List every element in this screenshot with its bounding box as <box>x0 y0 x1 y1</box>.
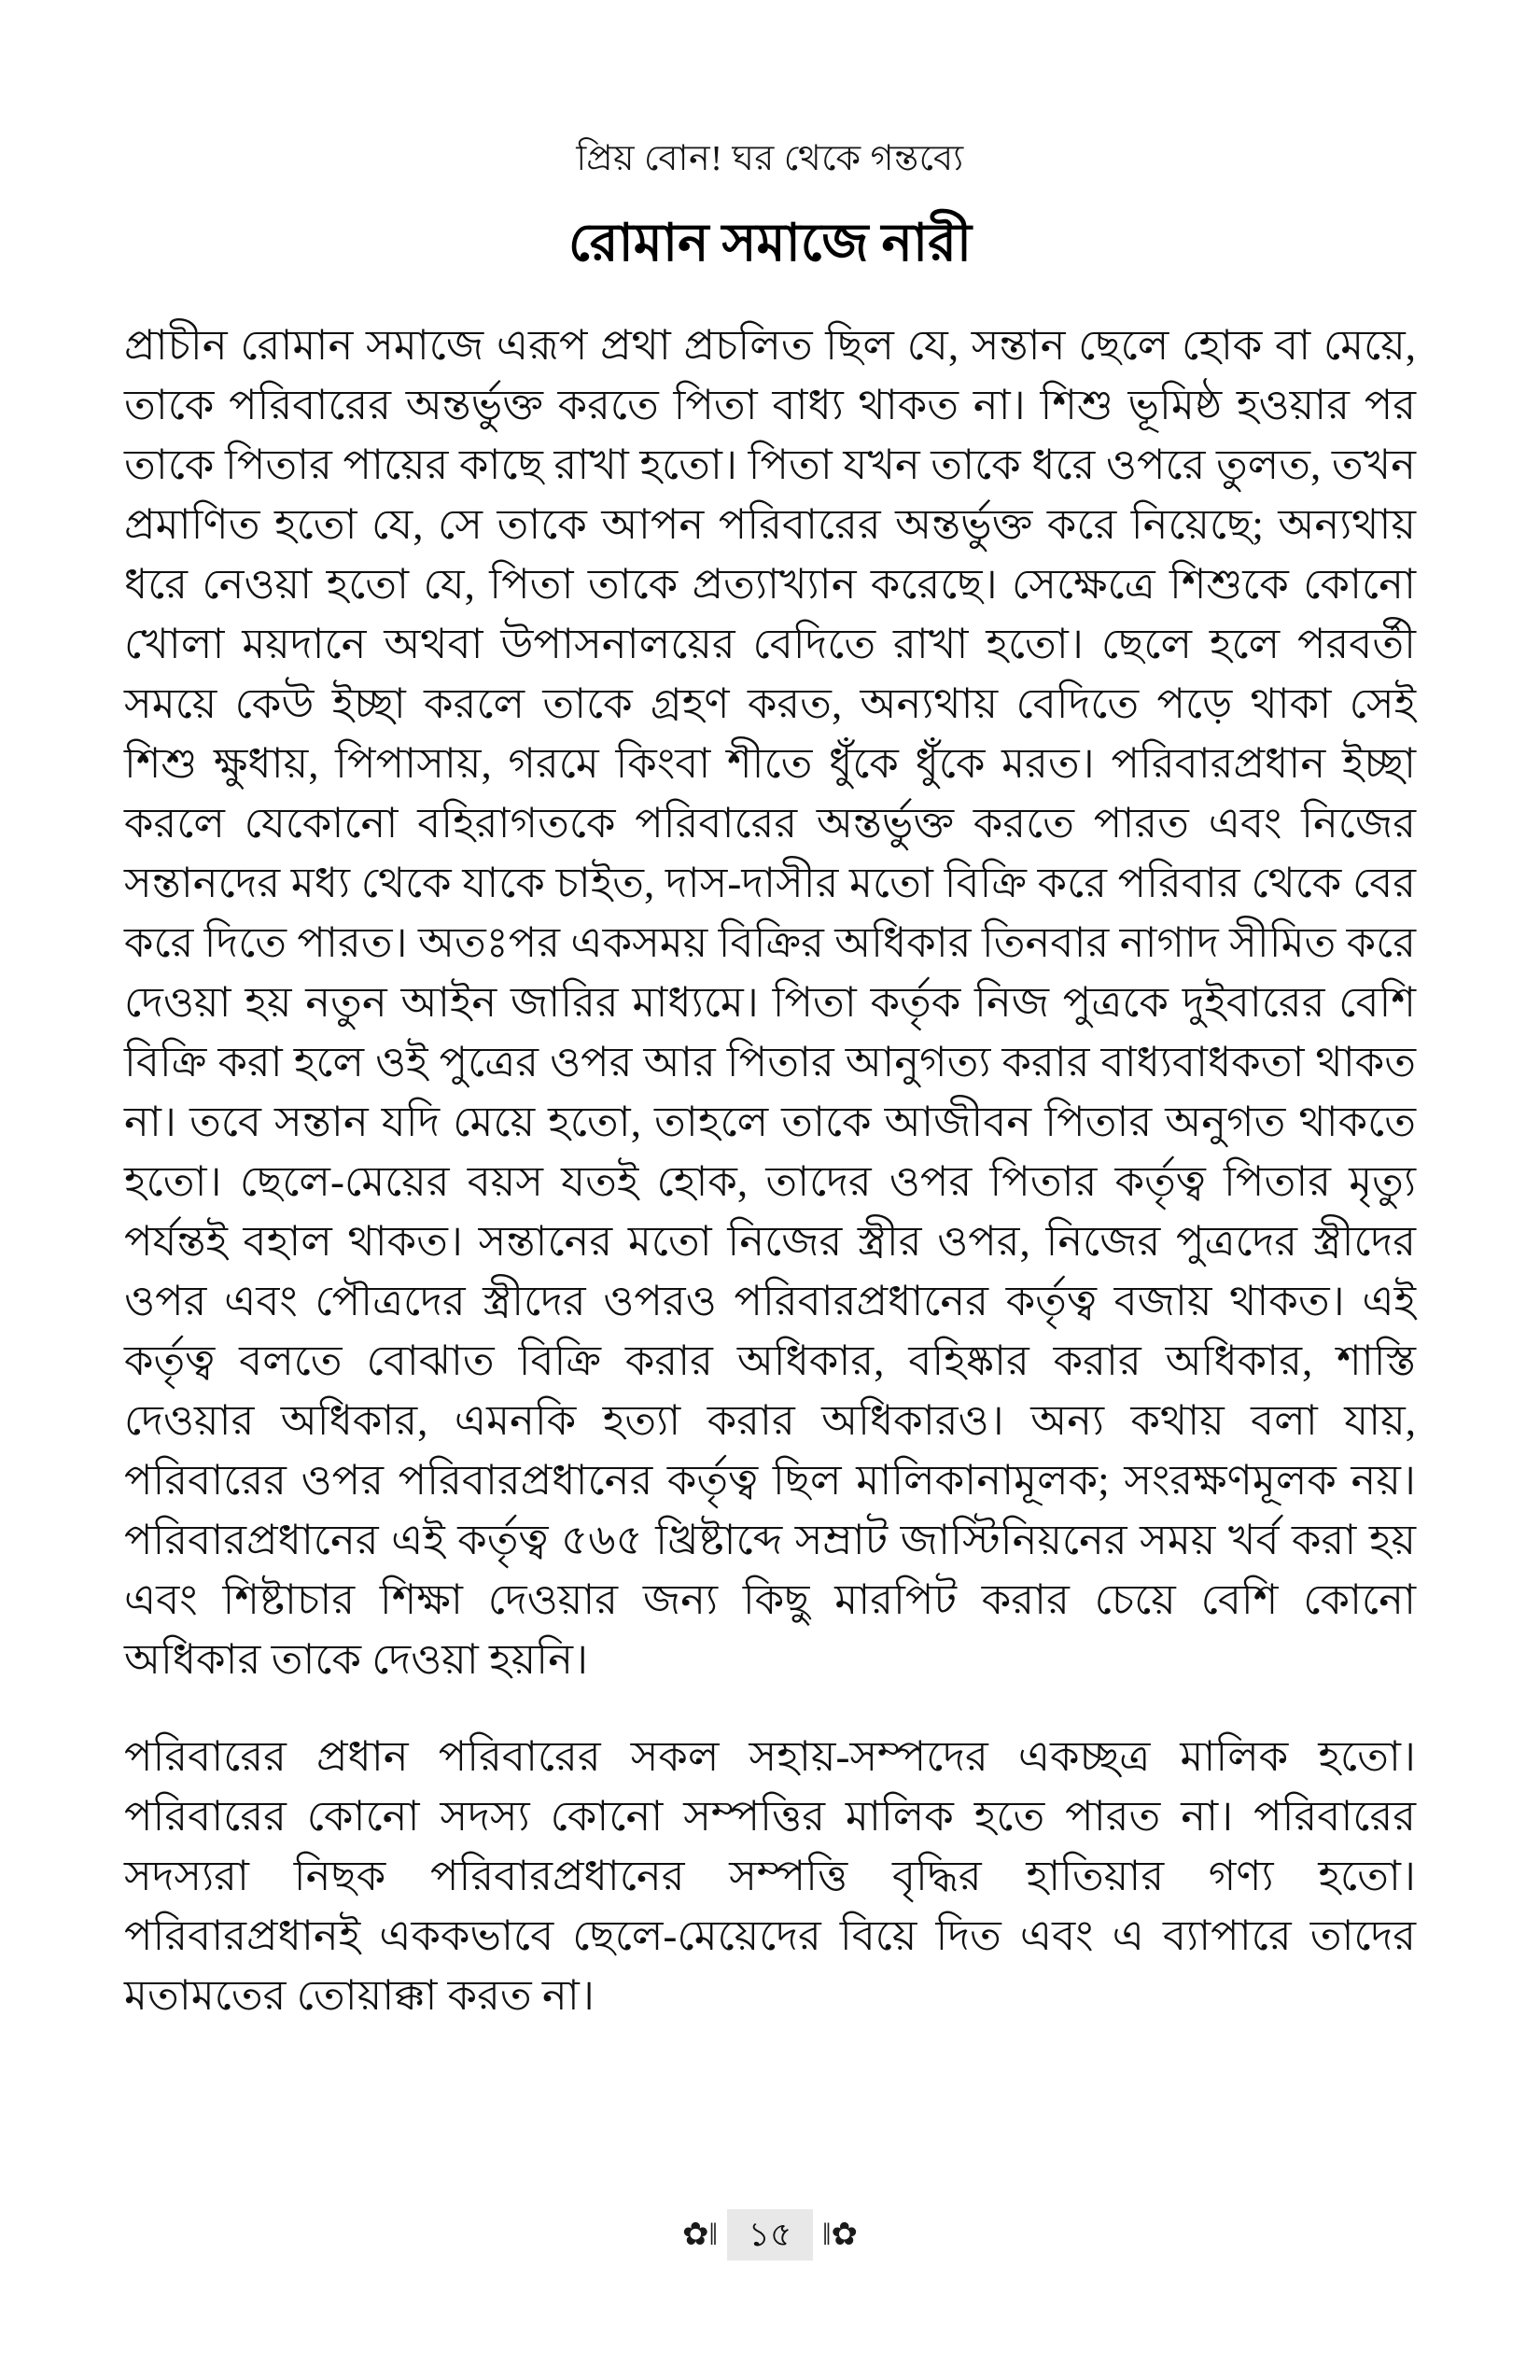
floral-ornament-left-icon: ✿‖ <box>681 2217 718 2252</box>
page-footer <box>0 2209 1540 2261</box>
floral-ornament-right-icon: ‖✿ <box>822 2217 859 2252</box>
running-header: প্রিয় বোন! ঘর থেকে গন্তব্যে <box>576 139 964 178</box>
chapter-title: রোমান সমাজে নারী <box>568 215 972 273</box>
body-text <box>124 315 1416 2025</box>
paragraph-1: প্রাচীন রোমান সমাজে এরূপ প্রথা প্রচলিত ছিল যে, সন্তান ছেলে হোক বা মেয়ে, তাকে পরিবারের অন্তর্ভুক্ত করতে পিতা বাধ্য থাকত না। শিশু ভূমিষ্ঠ হওয়ার পর তাকে পিতার পায়ের কাছে রাখা হতো। পিতা যখন তাকে ধরে ওপরে তুলত, তখন প্রমাণিত হতো যে, সে তাকে আপন পরিবারের অন্তর্ভুক্ত করে নিয়েছে; অন্যথায় ধরে নেওয়া হতো যে, পিতা তাকে প্রত্যাখ্যান করেছে। সেক্ষেত্রে শিশুকে কোনো খোলা ময়দানে অথবা উপাসনালয়ের বেদিতে রাখা হতো। ছেলে হলে পরবর্তী সময়ে কেউ ইচ্ছা করলে তাকে গ্রহণ করত, অন্যথায় বেদিতে পড়ে থাকা সেই শিশু ক্ষুধায়, পিপাসায়, গরমে কিংবা শীতে ধুঁকে ধুঁকে মরত। পরিবারপ্রধান ইচ্ছা করলে যেকোনো বহিরাগতকে পরিবারের অন্তর্ভুক্ত করতে পারত এবং নিজের সন্তানদের মধ্য থেকে যাকে চাইত, দাস-দাসীর মতো বিক্রি করে পরিবার থেকে বের করে দিতে পারত। অতঃপর একসময় বিক্রির অধিকার তিনবার নাগাদ সীমিত করে দেওয়া হয় নতুন আইন জারির মাধ্যমে। পিতা কর্তৃক নিজ পুত্রকে দুইবারের বেশি বিক্রি করা হলে ওই পুত্রের ওপর আর পিতার আনুগত্য করার বাধ্যবাধকতা থাকত না। তবে সন্তান যদি মেয়ে হতো, তাহলে তাকে আজীবন পিতার অনুগত থাকতে হতো। ছেলে-মেয়ের বয়স যতই হোক, তাদের ওপর পিতার কর্তৃত্ব পিতার মৃত্যু পর্যন্তই বহাল থাকত। সন্তানের মতো নিজের স্ত্রীর ওপর, নিজের পুত্রদের স্ত্রীদের ওপর এবং পৌত্রদের স্ত্রীদের ওপরও পরিবারপ্রধানের কর্তৃত্ব বজায় থাকত। এই কর্তৃত্ব বলতে বোঝাত বিক্রি করার অধিকার, বহিষ্কার করার অধিকার, শাস্তি দেওয়ার অধিকার, এমনকি হত্যা করার অধিকারও। অন্য কথায় বলা যায়, পরিবারের ওপর পরিবারপ্রধানের কর্তৃত্ব ছিল মালিকানামূলক; সংরক্ষণমূলক নয়। পরিবারপ্রধানের এই কর্তৃত্ব ৫৬৫ খ্রিষ্টাব্দে সম্রাট জাস্টিনিয়নের সময় খর্ব করা হয় এবং শিষ্টাচার শিক্ষা দেওয়ার জন্য কিছু মারপিট করার চেয়ে বেশি কোনো অধিকার তাকে দেওয়া হয়নি। <box>124 322 1416 1683</box>
page-number: ১৫ <box>727 2209 813 2261</box>
paragraph-2: পরিবারের প্রধান পরিবারের সকল সহায়-সম্পদের একচ্ছত্র মালিক হতো। পরিবারের কোনো সদস্য কোনো সম্পত্তির মালিক হতে পারত না। পরিবারের সদস্যরা নিছক পরিবারপ্রধানের সম্পত্তি বৃদ্ধির হাতিয়ার গণ্য হতো। পরিবারপ্রধানই এককভাবে ছেলে-মেয়েদের বিয়ে দিত এবং এ ব্যাপারে তাদের মতামতের তোয়াক্কা করত না। <box>124 1733 1416 2019</box>
